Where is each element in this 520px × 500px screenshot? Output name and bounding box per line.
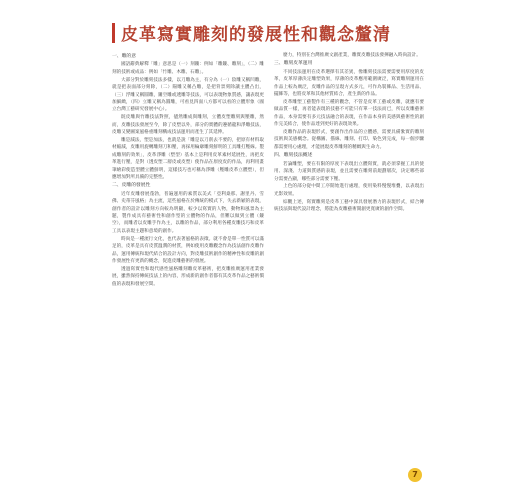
body-paragraph: 近年皮雕發展蓬勃，普遍運用的素質以美式「亞利桑那、謝里丹、雪佛、史蒂芬風格」為主流，這些風格在於傳統的模式下，失去新穎的表現，創作者的設計以雕刻方向較為明顯，較少以寫實的人物，動物和風景為主題，製作成具有藝術性和創作型的立體物的作品，但難以做到立體（鏤空），而雕者以皮雕手作為主，以雕的作品，部分利用各種皮雕技巧和皮革工具以表現主題和意境的創作。 [112,191,264,234]
section-heading: 一、雕的意 [112,54,136,59]
body-paragraph: 雕是減法，塑是加法，也就是說「雕是以刀削去不要的，把原有材料取材縮減，皮雕用旋轉雕刻刀和壓，再採用輪廓雕刻鮮明的工具雕打壓線。製成雕刻的效果」，皮革淨雕（塑型）基本上是利用皮革素材延展性，再把皮革進行壓，是對（透皮塑二層皮或皮塑）使作品在原度皮的作品，再利用畫筆繪彩使造型體立體鮮明，這樣技巧也可稱為淨雕（壓雕皮革立體塑），但應增加對所具備的完整性。 [112,137,264,180]
body-paragraph: 麼力，特別在台灣推廣文創產業，雕實皮雕技法發揮融入時尚設計。 [283,53,421,58]
title-block [112,20,391,45]
body-paragraph: 不同技法運用在皮革選擇有其差異，像雕刻技法需要需要用厚度的皮革，皮革厚薄決定雕塑效果，厚薄的皮革應用範圍廣泛，寫實雕刻運用在作品上較為廣泛，皮雕作品的呈現方式多元，可作為裝飾品、生活用品、擺飾等，也將皮革和其他材質結合，產生新的作品。 [274,69,424,98]
section-heading: 四、雕刻技法概述 [274,153,313,159]
body-paragraph: 時尚是一種流行文化，也代表著風格的表徵。就不會是單一性質可以滿足的，皮革是具有皮質溫潤的材質，例如使用皮雕觀念作為技法創作皮雕作品，運用傳統和現代結合的設計方向，對皮雕技術創作的精神性和皮雕的創作發展性有更新的概念，促進皮雕藝術的發展。 [112,236,264,264]
body-paragraph: 皮雕作品的表現形式，要創作出作品的立體感，需要具備紮實的雕刻技術與美感概念。從構圖、描線、雕刻、打印、染色到完成，每一個步驟都需要用心處理，才能展現皮革雕刻的精緻與生命力。 [274,130,424,150]
body-paragraph: 綜觀上述，寫實雕刻是皮革工藝中深具發展潛力的表現形式，結合傳統技法與現代設計理念，將能為皮雕藝術開創更寬廣的創作空間。 [274,199,424,213]
page-title: 皮革寫實雕刻的發展性和觀念釐清 [121,25,391,45]
title-accent-bar [112,23,115,43]
page-number-badge: 7 [408,468,422,482]
section-heading: 三、雕刻皮革運用 [274,61,313,67]
body-paragraph: 若論雕塑，要在有限的厚度下表現出立體寫實，就必須掌握工具的使用、深淺、力道與質感的表現，並且需要在雕刻前規劃層次，決定哪些部分需要凸顯，哪些部分需要下壓。 [274,161,424,182]
body-paragraph: 既皮雕與竹雕技法對照，儘然雕成與雕刻，立體皮塑雕刻與壓雕，然而，皮雕技法發展至今，除了皮塑以外，部分的實體的遵循龍和淨雕技法，皮雕又變圖案風格重雕刻構成技法運用而產生了其延伸。 [112,115,264,136]
body-paragraph: 透過寫實性和現代感性風格雕刻雕皮革藝術，把皮雕推廣運用產業發展，雖然保持傳統技法上的內容，形成新的創作者都有其皮革作品之藝術價值的表現和發展空間。 [112,266,264,287]
body-paragraph: 皮革雕塑工藝製作有三種的觀念，不管是皮革工藝或皮雕，就應有要做品質一樣，再者能表現的技藝不可能只有單一技法而已，所以皮雕藝術作品，本身需要有多元技法融合的表現，在作品本身的美感與藝術性的創作完美結合，使作品達到更好的表現效果。 [274,99,424,128]
section-heading: 二、皮雕的發展性 [112,183,151,189]
right-column [274,52,424,214]
left-column [112,52,264,289]
body-paragraph: 大部分對於雕刻技法多樣，以刀雕為主，有分為（一）陰雕又稱凹雕，就是把表面部分刻除，（二）陽雕又稱凸雕，是把背景刻除讓主體凸出，（三）浮雕又稱圓雕，鏤空雕或透雕等技法，可以表現物象質感，讓表現更加細緻，（四）立雕又稱為圓雕，可看見四面八方都可以看的立體形象（國立台灣工藝研究發展中心）。 [112,77,264,113]
body-paragraph: 國語辭典解釋「雕」意思是（一）刻鏤：例如「雕鏤、雕刻」，（二）雕刻的技術或成品：例如「竹雕、木雕、石雕」。 [112,62,264,75]
body-paragraph: 上色的部分從中間工序開始進行處理，使用染料慢慢堆疊，以表現出光影效果。 [274,184,424,197]
